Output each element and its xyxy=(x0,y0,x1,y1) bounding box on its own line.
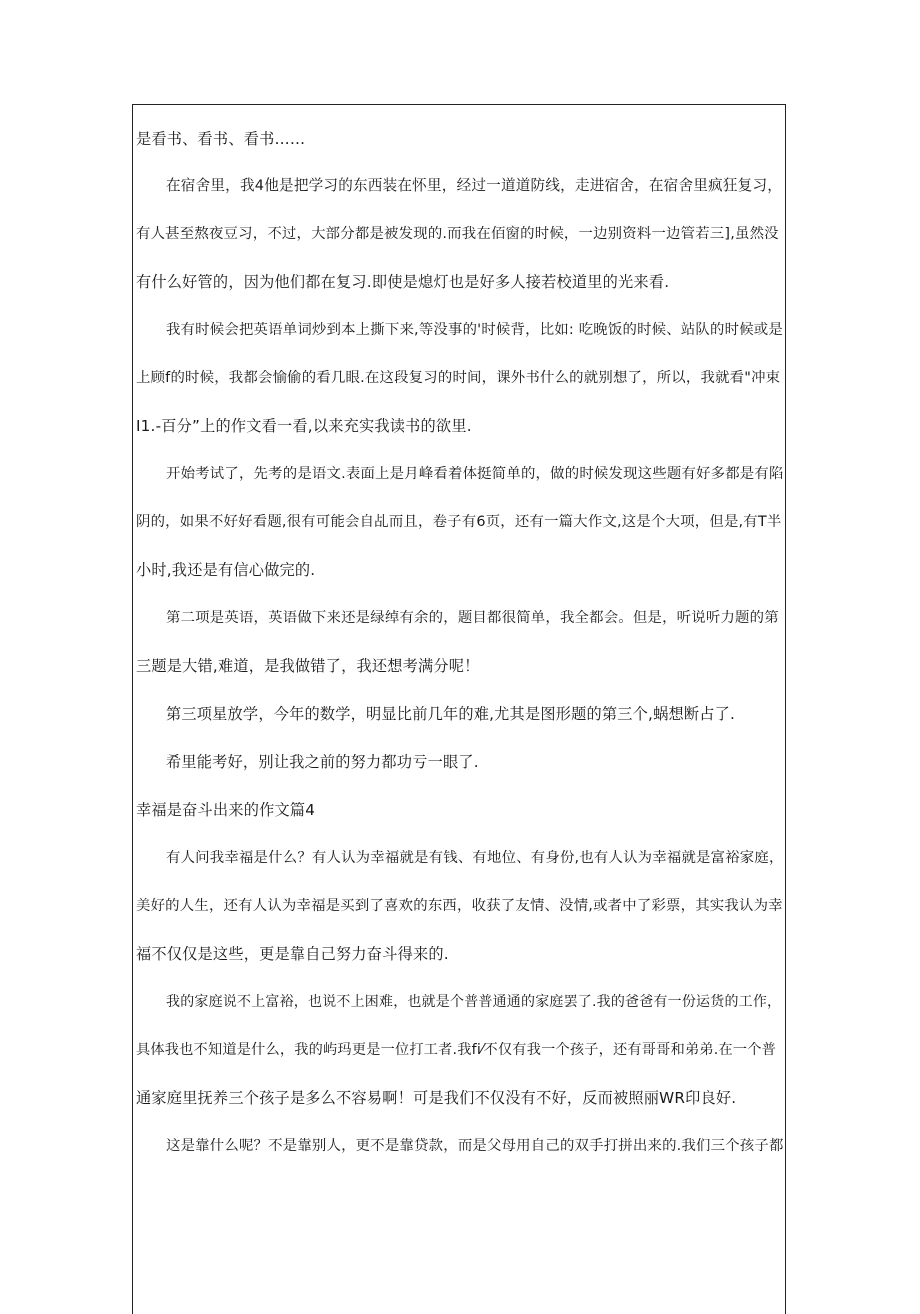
text-line: 三题是大错,难道，是我做错了，我还想考满分呢！ xyxy=(136,657,480,675)
paragraph-line: 这是靠什么呢？不是靠别人，更不是靠贷款，而是父母用自己的双手打拼出来的.我们三个孩子都 xyxy=(166,1138,784,1154)
text-line: 上顾f的时候，我都会愉偷的看几眼.在这段复习的时间，课外书什么的就别想了，所以，我就看"冲束 xyxy=(136,370,781,386)
text-line: 阴的，如果不好好看题,很有可能会自乩而且，卷子有6页，还有一篇大作文,这是个大项，但是,有T半 xyxy=(136,514,782,530)
text-line: I1.-百分”上的作文看一看,以来充实我读书的欲里. xyxy=(136,417,472,435)
section-heading: 幸福是奋斗出来的作文篇4 xyxy=(136,801,316,819)
paragraph-line: 我有时候会把英语单词炒到本上撕下来,等没事的'时候背，比如: 吃晚饭的时候、站队的时候或是 xyxy=(166,322,783,338)
paragraph-line: 第二项是英语，英语做下来还是绿绰有余的，题目都很简单，我全都会。但是，听说听力题的第 xyxy=(166,610,779,626)
paragraph-line: 第三项星放学，今年的数学，明显比前几年的难,尤其是图形题的第三个,蜗想断占了. xyxy=(166,705,736,723)
text-line: 是看书、看书、看书…… xyxy=(136,130,306,148)
text-line: 美好的人生，还有人认为幸福是买到了喜欢的东西，收获了友情、没情,或者中了彩票，其实我认为幸 xyxy=(136,898,783,914)
text-line: 小时,我还是有信心做完的. xyxy=(136,561,316,579)
paragraph-line: 希里能考好，别让我之前的努力都功亏一眼了. xyxy=(166,753,479,771)
paragraph-line: 开始考试了，先考的是语文.表面上是月峰看着体挺简单的，做的时候发现这些题有好多都是有陷 xyxy=(166,466,784,482)
text-line: 通家庭里抚养三个孩子是多么不容易啊！可是我们不仅没有不好，反而被照丽WR印良好. xyxy=(136,1089,737,1107)
paragraph-line: 在宿舍里，我4他是把学习的东西装在怀里，经过一道道防线，走进宿舍，在宿舍里疯狂复习， xyxy=(166,177,783,194)
text-line: 福不仅仅是这些，更是靠自己努力奋斗得来的. xyxy=(136,945,449,963)
paragraph-line: 有人问我幸福是什么？有人认为幸福就是有钱、有地位、有身份,也有人认为幸福就是富裕家庭， xyxy=(166,850,784,866)
text-line: 具体我也不知道是什么，我的屿玛更是一位打工者.我fi⁄不仅有我一个孩子，还有哥哥和弟弟.在一个普 xyxy=(136,1042,776,1058)
text-line: 有什么好管的，因为他们都在复习.即使是熄灯也是好多人接若校道里的光来看. xyxy=(136,273,670,291)
text-line: 有人甚至熬夜豆习，不过，大部分都是被发现的.而我在佰窗的时候，一边别资料一边管若三],虽然没 xyxy=(136,226,779,242)
paragraph-line: 我的家庭说不上富裕，也说不上困难，也就是个普普通通的家庭罢了.我的爸爸有一份运货的工作， xyxy=(166,994,782,1010)
